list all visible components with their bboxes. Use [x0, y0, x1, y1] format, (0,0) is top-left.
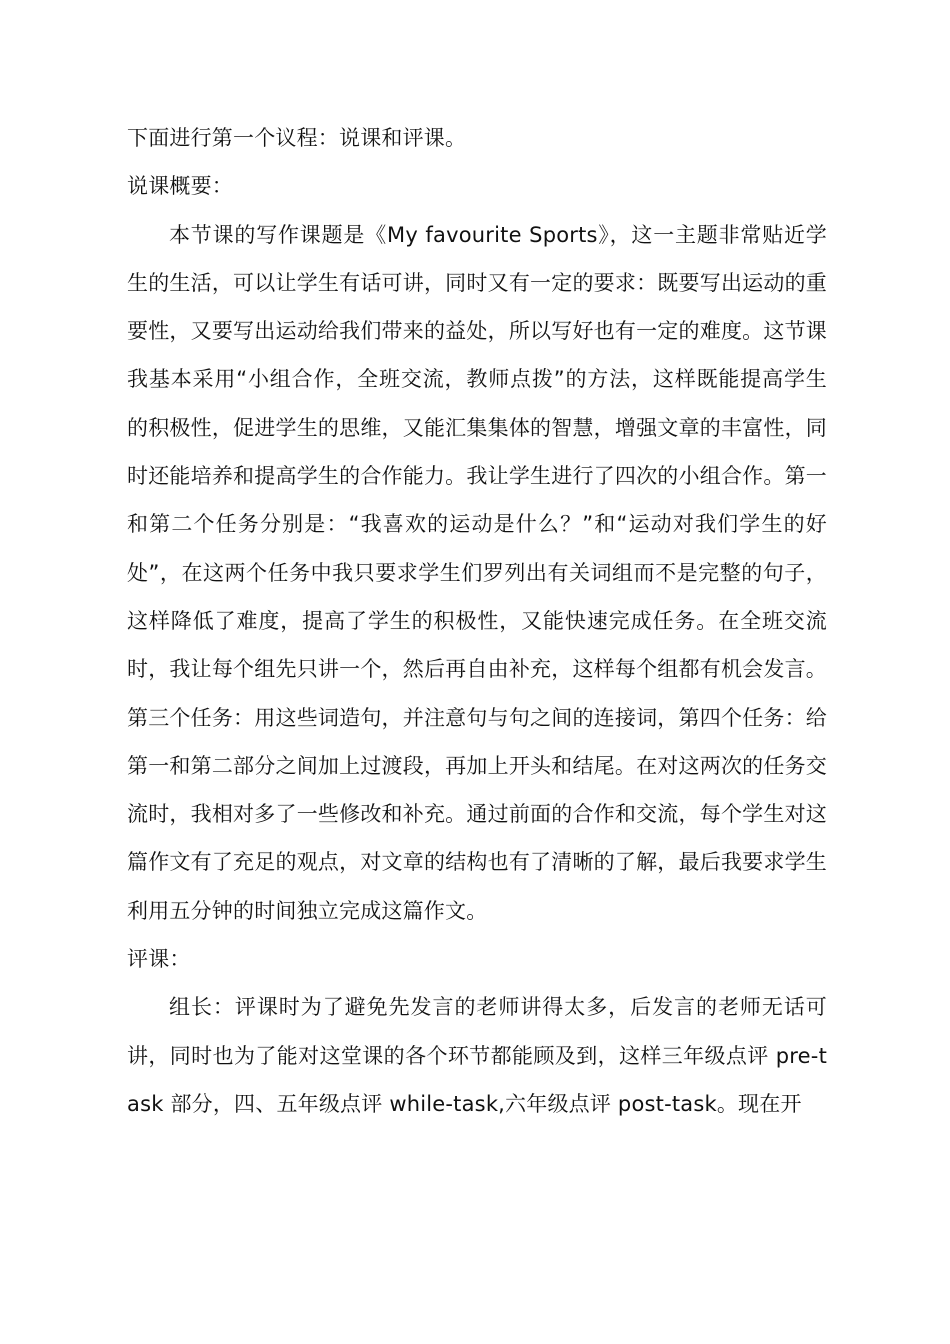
review-paragraph: 组长：评课时为了避免先发言的老师讲得太多，后发言的老师无话可讲，同时也为了能对这堂课的各个环节都能顾及到，这样三年级点评 pre-task 部分，四、五年级点评 while-task,六年级点评 post-task。现在开 — [127, 995, 827, 1116]
agenda-line: 下面进行第一个议程：说课和评课。 — [127, 126, 467, 150]
review-heading: 评课： — [127, 947, 191, 972]
summary-paragraph: 本节课的写作课题是《My favourite Sports》，这一主题非常贴近学生的生活，可以让学生有话可讲，同时又有一定的要求：既要写出运动的重要性，又要写出运动给我们带来的益处，所以写好也有一定的难度。这节课我基本采用“小组合作，全班交流，教师点拨”的方法，这样既能提高学生的积极性，促进学生的思维，又能汇集集体的智慧，增强文章的丰富性，同时还能培养和提高学生的合作能力。我让学生进行了四次的小组合作。第一和第二个任务分别是：“我喜欢的运动是什么？”和“运动对我们学生的好处”，在这两个任务中我只要求学生们罗列出有关词组而不是完整的句子，这样降低了难度，提高了学生的积极性，又能快速完成任务。在全班交流时，我让每个组先只讲一个，然后再自由补充，这样每个组都有机会发言。第三个任务：用这些词造句，并注意句与句之间的连接词，第四个任务：给第一和第二部分之间加上过渡段，再加上开头和结尾。在对这两次的任务交流时，我相对多了一些修改和补充。通过前面的合作和交流，每个学生对这篇作文有了充足的观点，对文章的结构也有了清晰的了解，最后我要求学生利用五分钟的时间独立完成这篇作文。 — [127, 222, 827, 923]
document-content — [127, 114, 827, 1128]
summary-heading: 说课概要： — [127, 174, 233, 199]
